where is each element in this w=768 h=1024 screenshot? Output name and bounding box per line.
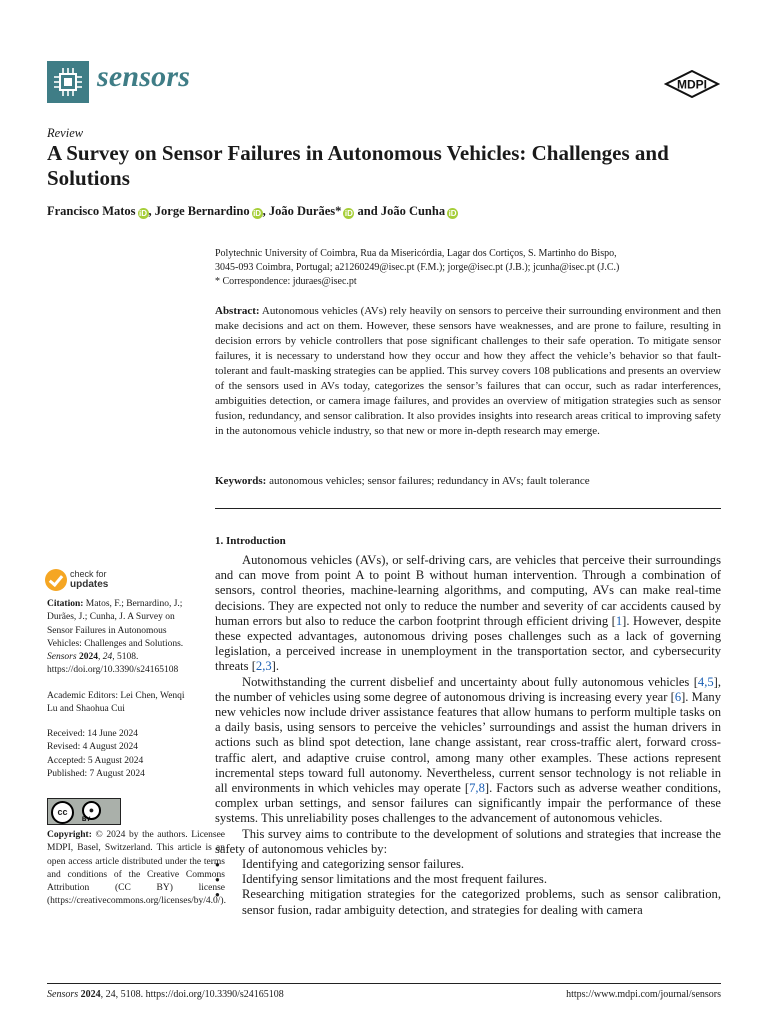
by-label: BY xyxy=(82,817,91,823)
orcid-icon[interactable]: iD xyxy=(253,209,262,218)
section-heading: 1. Introduction xyxy=(215,535,286,547)
person-icon: ● xyxy=(82,801,101,820)
list-item: ● Researching mitigation strategies for the categorized problems, such as sensor calibration, sensor fusion, radar ambiguity detection, and strategies for dealing with camera xyxy=(215,887,721,917)
affiliation-line: 3045-093 Coimbra, Portugal; a21260249@isec.pt (F.M.); jorge@isec.pt (J.B.); jcunha@isec.pt (J.C.) xyxy=(215,262,620,273)
author-list: Francisco Matos iD , Jorge Bernardino iD , João Durães* iD and João Cunha iD xyxy=(47,204,457,218)
check-for-updates-button[interactable] xyxy=(45,568,145,594)
cc-icon: cc xyxy=(51,801,74,824)
article-title: A Survey on Sensor Failures in Autonomous Vehicles: Challenges and Solutions xyxy=(47,141,669,190)
author-name[interactable]: Jorge Bernardino xyxy=(154,204,250,218)
academic-editors: Academic Editors: Lei Chen, Wenqi Lu and Shaohua Cui xyxy=(47,691,185,715)
citation-link[interactable]: 4,5 xyxy=(697,674,714,689)
abstract xyxy=(215,304,721,439)
author-name[interactable]: João Durães xyxy=(268,204,336,218)
list-item: ● Identifying and categorizing sensor failures. xyxy=(215,857,721,872)
citation-link[interactable]: 1 xyxy=(615,613,623,628)
body-text xyxy=(215,553,721,918)
affiliation xyxy=(215,247,720,289)
footer-citation xyxy=(47,989,284,1000)
footer-year: 2024 xyxy=(80,989,101,1000)
date-accepted: Accepted: 5 August 2024 xyxy=(47,755,144,766)
journal-name[interactable]: sensors xyxy=(97,60,191,93)
affiliation-line: Polytechnic University of Coimbra, Rua da Misericórdia, Lagar dos Cortiços, S. Martinho do Bispo, xyxy=(215,248,617,259)
footer-doi[interactable]: , 24, 5108. https://doi.org/10.3390/s24165108 xyxy=(100,989,284,1000)
mdpi-logo[interactable] xyxy=(664,70,720,103)
citation-year: 2024 xyxy=(78,652,98,663)
citation: Citation: Matos, F.; Bernardino, J.; Durães, J.; Cunha, J. A Survey on Sensor Failures in Autonomous Vehicles: Challenges and Solutions. Sensors 2024, 24, 5108. https://doi.org/10.3390/s24165108 xyxy=(47,599,184,676)
check-updates-label: updates xyxy=(70,579,109,590)
copyright-text: © 2024 by the authors. Licensee MDPI, Basel, Switzerland. This article is an open access article distributed under the terms and conditions of the Creative Commons Attribution (CC BY) license (https://creativecommons.org/licenses/by/4.0/). xyxy=(47,830,226,907)
list-item: ● Identifying sensor limitations and the most frequent failures. xyxy=(215,872,721,887)
footer-divider xyxy=(47,983,721,984)
citation-journal: Sensors xyxy=(47,652,77,663)
check-icon xyxy=(45,569,67,591)
citation-link[interactable]: 7,8 xyxy=(469,781,485,796)
orcid-icon[interactable]: iD xyxy=(139,209,148,218)
orcid-icon[interactable]: iD xyxy=(344,209,353,218)
copyright xyxy=(47,829,225,909)
copyright-label: Copyright: xyxy=(47,830,92,840)
date-revised: Revised: 4 August 2024 xyxy=(47,742,139,753)
citation-link[interactable]: 2,3 xyxy=(255,659,272,674)
keywords xyxy=(215,474,721,489)
correspondence: * Correspondence: jduraes@isec.pt xyxy=(215,276,357,287)
citation-doi[interactable]: , 5108. https://doi.org/10.3390/s24165108 xyxy=(47,652,179,676)
publisher-label: MDPI xyxy=(677,77,707,92)
corresponding-mark: * xyxy=(335,204,342,218)
footer-journal: Sensors xyxy=(47,989,79,1000)
paragraph: Autonomous vehicles (AVs), or self-driving cars, are vehicles that perceive their surroundings and can move from point A to point B without human intervention. Through a combination of sensors, control theories, machine-learning algorithms, and computing, AVs can make real-time decisions. They are expected not only to reduce the number and severity of car accidents caused by human errors but also to reduce the carbon footprint through efficient driving [1]. However, despite these expected advantages, autonomous driving poses challenges such as a lack of governing legislation, a perceived increase in unemployment in the transportation sector, and cybersecurity threats [2,3]. xyxy=(215,553,721,674)
article-type: Review xyxy=(47,126,84,140)
citation-volume: 24 xyxy=(102,652,113,663)
keywords-text: autonomous vehicles; sensor failures; redundancy in AVs; fault tolerance xyxy=(269,475,590,487)
footer-url[interactable]: https://www.mdpi.com/journal/sensors xyxy=(566,989,721,1000)
citation-link[interactable]: 6 xyxy=(674,689,682,704)
orcid-icon[interactable]: iD xyxy=(448,209,457,218)
journal-logo-icon xyxy=(47,61,89,103)
paragraph: Notwithstanding the current disbelief and uncertainty about fully autonomous vehicles [4,5], the number of vehicles using some degree of autonomous driving is increasing every year [6]. Many new vehicles now include driver assistance features that allow humans to perform multiple tasks on a daily basis, using sensors to perceive the vehicles’ surroundings and assist the human drivers in actions such as blind spot detection, lane change assistant, rear cross-traffic alert, forward cross-traffic alert, and adaptive cruise control, among many other examples. These actions represent incremental steps toward full autonomy. Nevertheless, current sensor technology is not reliable in all environments in which vehicles may operate [7,8]. Factors such as adverse weather conditions, complex urban settings, and sensor failures can significantly impair the performance of these systems. This unreliability poses challenges to the advancement of autonomous vehicles. xyxy=(215,674,722,826)
article-dates xyxy=(47,728,195,781)
date-received: Received: 14 June 2024 xyxy=(47,729,139,739)
keywords-label: Keywords: xyxy=(215,475,267,487)
citation-label: Citation: xyxy=(47,599,84,609)
abstract-text: Autonomous vehicles (AVs) rely heavily on sensors to perceive their surrounding environment and then make decisions and act on them. However, these sensors have weaknesses, and are prone to failure, resulting in decision errors by vehicle controllers that pose significant challenges to their safe operation. To mitigate sensor failures, it is necessary to understand how they occur and how they affect the vehicle’s behavior so that fault-tolerant and fault-masking strategies can be applied. This survey covers 108 publications and presents an overview of the sensors used in AVs today, categorizes the sensor’s failures that can occur, such as radar interferences, ambiguities detection, or camera image failures, and provides an overview of mitigation strategies such as sensor fusion, redundancy, and sensor calibration. It also provides insights into research areas critical to improving safety in the autonomous vehicle industry, so that new or more in-depth research may emerge. xyxy=(215,305,721,437)
date-published: Published: 7 August 2024 xyxy=(47,768,145,779)
citation-text: Matos, F.; Bernardino, J.; Durães, J.; Cunha, J. A Survey on Sensor Failures in Autonomous Vehicles: Challenges and Solutions. xyxy=(47,599,184,649)
abstract-label: Abstract: xyxy=(215,305,260,317)
author-name[interactable]: João Cunha xyxy=(380,204,446,218)
paragraph: This survey aims to contribute to the development of solutions and strategies that increase the safety of autonomous vehicles by: xyxy=(215,826,721,856)
divider xyxy=(215,508,721,509)
cc-by-license-icon[interactable] xyxy=(47,798,121,825)
check-updates-label: check for xyxy=(70,569,107,579)
bullet-list xyxy=(215,857,721,918)
author-name[interactable]: Francisco Matos xyxy=(47,204,136,218)
